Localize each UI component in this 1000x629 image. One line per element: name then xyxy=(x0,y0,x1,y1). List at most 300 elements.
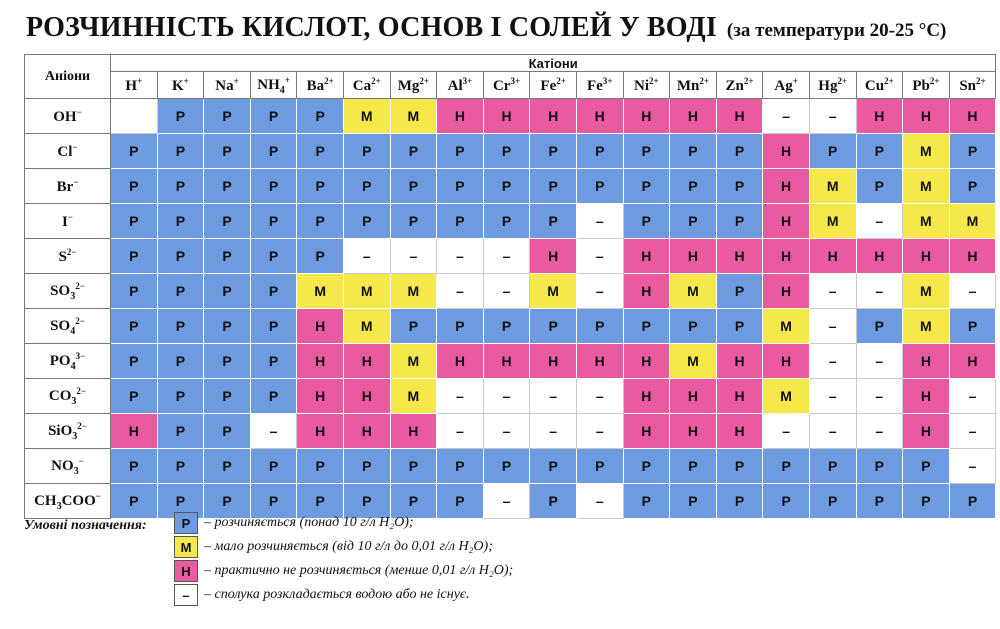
solubility-cell: Р xyxy=(297,449,344,484)
solubility-cell: Р xyxy=(157,239,204,274)
solubility-cell: Н xyxy=(903,379,950,414)
solubility-cell: Н xyxy=(576,99,623,134)
table-body xyxy=(25,99,996,519)
solubility-cell: Н xyxy=(670,99,717,134)
solubility-cell: Р xyxy=(763,449,810,484)
solubility-cell: Р xyxy=(856,484,903,519)
cation-charge: 3+ xyxy=(602,75,613,86)
anion-charge: 2− xyxy=(66,246,77,257)
solubility-cell: Н xyxy=(903,239,950,274)
solubility-cell: – xyxy=(483,239,530,274)
solubility-cell: – xyxy=(809,99,856,134)
solubility-cell: Р xyxy=(437,204,484,239)
solubility-cell: М xyxy=(390,344,437,379)
table-row xyxy=(25,414,996,449)
solubility-cell: Р xyxy=(856,134,903,169)
solubility-cell: Р xyxy=(157,344,204,379)
page-subtitle: (за температури 20-25 °С) xyxy=(726,20,947,41)
legend-item xyxy=(174,512,414,534)
solubility-cell: Р xyxy=(250,239,297,274)
solubility-cell: Р xyxy=(483,169,530,204)
cation-symbol: Al xyxy=(447,77,463,94)
cation-header-cell xyxy=(437,72,484,99)
solubility-cell: Р xyxy=(437,484,484,519)
solubility-cell: Р xyxy=(204,204,251,239)
cation-subscript: 4 xyxy=(279,84,285,96)
anion-cell xyxy=(25,449,111,484)
solubility-cell: М xyxy=(903,309,950,344)
legend-text: – практично не розчиняється (менше 0,01 г/л H₂O); xyxy=(204,563,514,578)
cation-charge: 3+ xyxy=(462,75,473,86)
solubility-cell: – xyxy=(763,99,810,134)
solubility-cell: Р xyxy=(204,274,251,309)
solubility-cell: – xyxy=(343,239,390,274)
table-row xyxy=(25,134,996,169)
solubility-cell: Н xyxy=(763,169,810,204)
solubility-cell: Н xyxy=(623,274,670,309)
solubility-cell: Р xyxy=(716,204,763,239)
solubility-cell: Р xyxy=(483,134,530,169)
solubility-cell: Р xyxy=(390,484,437,519)
solubility-cell: Р xyxy=(250,99,297,134)
anion-symbol: PO xyxy=(49,352,71,369)
anion-symbol: Br xyxy=(56,178,74,195)
cation-charge: 2+ xyxy=(884,75,894,86)
solubility-cell: Р xyxy=(949,309,996,344)
solubility-cell: – xyxy=(483,414,530,449)
solubility-cell: Н xyxy=(623,414,670,449)
legend-text: – сполука розкладається водою або не існує. xyxy=(204,587,470,602)
solubility-cell: Р xyxy=(716,449,763,484)
solubility-cell: Р xyxy=(809,449,856,484)
solubility-cell: Р xyxy=(111,169,158,204)
cation-symbol: Fe xyxy=(587,77,603,94)
solubility-cell: Р xyxy=(157,449,204,484)
anion-cell xyxy=(25,344,111,379)
legend-item xyxy=(174,584,470,606)
solubility-cell: Р xyxy=(809,484,856,519)
solubility-cell: Р xyxy=(250,379,297,414)
solubility-cell: Р xyxy=(437,169,484,204)
solubility-cell: Р xyxy=(250,344,297,379)
solubility-cell: – xyxy=(576,274,623,309)
solubility-cell: Н xyxy=(297,309,344,344)
solubility-cell: Р xyxy=(297,134,344,169)
solubility-cell: М xyxy=(530,274,577,309)
solubility-cell: Р xyxy=(716,274,763,309)
solubility-cell: Р xyxy=(343,204,390,239)
legend-swatch: Р xyxy=(174,512,198,534)
table-row xyxy=(25,169,996,204)
anion-charge: 3− xyxy=(75,350,86,361)
cation-charge: 2+ xyxy=(743,75,754,86)
solubility-cell: Н xyxy=(343,379,390,414)
cation-header-cell xyxy=(716,72,763,99)
solubility-cell: М xyxy=(903,274,950,309)
anion-symbol: SO xyxy=(50,317,71,334)
table-row xyxy=(25,449,996,484)
anion-cell xyxy=(25,484,111,519)
anion-symbol: OH xyxy=(53,108,77,125)
solubility-cell: Н xyxy=(670,379,717,414)
solubility-cell: Н xyxy=(716,344,763,379)
solubility-cell: Р xyxy=(623,449,670,484)
cation-header-cell xyxy=(343,72,390,99)
solubility-cell: М xyxy=(390,379,437,414)
solubility-cell: Р xyxy=(204,99,251,134)
solubility-cell: Р xyxy=(949,169,996,204)
cation-header-cell xyxy=(623,72,670,99)
anion-cell xyxy=(25,204,111,239)
anion-subscript: 3 xyxy=(73,465,79,477)
solubility-cell: Н xyxy=(949,99,996,134)
anion-charge: − xyxy=(78,455,84,466)
anion-charge: − xyxy=(73,176,79,187)
solubility-cell: Р xyxy=(670,309,717,344)
cation-header-cell xyxy=(856,72,903,99)
anion-subscript: 4 xyxy=(70,325,76,337)
cation-header-cell xyxy=(297,72,344,99)
anion-symbol: SiO xyxy=(48,422,73,439)
anion-subscript: 4 xyxy=(70,360,76,372)
solubility-cell: Р xyxy=(343,449,390,484)
legend-item xyxy=(174,560,513,582)
cation-charge: 2+ xyxy=(699,75,709,86)
solubility-cell: Р xyxy=(437,134,484,169)
solubility-cell: Р xyxy=(903,449,950,484)
solubility-cell: Р xyxy=(204,414,251,449)
legend-swatch: Н xyxy=(174,560,198,582)
solubility-cell: Р xyxy=(390,134,437,169)
solubility-cell: Р xyxy=(250,134,297,169)
solubility-cell: – xyxy=(390,239,437,274)
solubility-cell: – xyxy=(949,449,996,484)
solubility-cell: Н xyxy=(576,344,623,379)
solubility-cell: Р xyxy=(204,379,251,414)
cation-symbol: Sn xyxy=(959,77,976,94)
solubility-cell: Р xyxy=(111,484,158,519)
solubility-cell: – xyxy=(437,274,484,309)
page-title: РОЗЧИННІСТЬ КИСЛОТ, ОСНОВ І СОЛЕЙ У ВОДІ xyxy=(26,12,717,43)
cation-charge: + xyxy=(233,75,239,86)
anion-charge: 2− xyxy=(75,315,85,326)
table-row xyxy=(25,309,996,344)
legend-text: – розчиняється (понад 10 г/л H₂O); xyxy=(204,515,414,530)
table-row xyxy=(25,274,996,309)
table-row xyxy=(25,484,996,519)
anion-symbol: CH xyxy=(34,492,57,509)
solubility-table xyxy=(24,54,996,519)
table-row xyxy=(25,204,996,239)
solubility-cell: Н xyxy=(297,414,344,449)
solubility-cell: Н xyxy=(670,414,717,449)
solubility-cell: Н xyxy=(856,99,903,134)
solubility-cell: – xyxy=(949,274,996,309)
cation-symbol: H xyxy=(125,77,138,94)
cation-charge: 2+ xyxy=(976,75,986,86)
anion-cell xyxy=(25,274,111,309)
anion-charge: − xyxy=(76,106,82,117)
solubility-cell: Р xyxy=(157,484,204,519)
solubility-cell: Н xyxy=(949,239,996,274)
solubility-cell: – xyxy=(576,379,623,414)
solubility-cell: Н xyxy=(763,239,810,274)
cation-charge: 2+ xyxy=(556,75,566,86)
solubility-cell: Р xyxy=(483,449,530,484)
solubility-cell: Н xyxy=(483,344,530,379)
legend-swatch: М xyxy=(174,536,198,558)
solubility-cell: Р xyxy=(250,169,297,204)
solubility-cell: Н xyxy=(623,379,670,414)
solubility-cell: Р xyxy=(623,134,670,169)
solubility-cell: Р xyxy=(530,169,577,204)
solubility-cell: Р xyxy=(343,169,390,204)
cation-header-cell xyxy=(903,72,950,99)
solubility-cell: Р xyxy=(343,134,390,169)
solubility-cell: Р xyxy=(204,239,251,274)
solubility-cell: Р xyxy=(297,239,344,274)
solubility-table-wrap xyxy=(24,54,996,519)
solubility-cell: Р xyxy=(390,449,437,484)
solubility-cell: Р xyxy=(530,449,577,484)
solubility-cell: Р xyxy=(111,204,158,239)
solubility-cell: Р xyxy=(530,204,577,239)
solubility-cell: Р xyxy=(716,169,763,204)
solubility-cell: Н xyxy=(297,379,344,414)
solubility-cell: М xyxy=(390,274,437,309)
anion-symbol: SO xyxy=(50,282,71,299)
cation-header-cell xyxy=(809,72,856,99)
solubility-cell: Р xyxy=(157,414,204,449)
solubility-cell: Р xyxy=(204,309,251,344)
solubility-cell: Н xyxy=(530,239,577,274)
solubility-cell: Н xyxy=(763,274,810,309)
solubility-cell: Н xyxy=(763,134,810,169)
cation-header-row xyxy=(25,72,996,99)
anion-symbol: I xyxy=(62,213,68,230)
cation-header-cell xyxy=(204,72,251,99)
solubility-cell: Р xyxy=(111,239,158,274)
solubility-cell: Р xyxy=(204,449,251,484)
solubility-cell: Р xyxy=(809,134,856,169)
solubility-cell: Р xyxy=(297,99,344,134)
solubility-cell: – xyxy=(856,379,903,414)
solubility-cell: Н xyxy=(530,99,577,134)
solubility-cell: Р xyxy=(623,484,670,519)
solubility-cell: – xyxy=(576,239,623,274)
cation-symbol: Mn xyxy=(676,77,700,94)
anion-tail: COO xyxy=(61,492,96,509)
cation-charge: 2+ xyxy=(419,75,430,86)
solubility-cell: Р xyxy=(903,484,950,519)
solubility-cell: Н xyxy=(856,239,903,274)
solubility-cell: М xyxy=(809,169,856,204)
cation-symbol: NH xyxy=(257,76,280,93)
solubility-cell: Н xyxy=(623,344,670,379)
solubility-cell: – xyxy=(763,414,810,449)
solubility-cell: – xyxy=(949,379,996,414)
solubility-cell: Р xyxy=(437,309,484,344)
solubility-cell: Р xyxy=(576,169,623,204)
solubility-cell: Р xyxy=(250,309,297,344)
solubility-cell: Н xyxy=(297,344,344,379)
solubility-cell: Р xyxy=(670,484,717,519)
solubility-cell: М xyxy=(343,309,390,344)
solubility-cell: Н xyxy=(763,344,810,379)
solubility-cell: Н xyxy=(716,414,763,449)
anion-symbol: Cl xyxy=(57,143,73,160)
anion-symbol: CO xyxy=(48,387,72,404)
cation-symbol: Ag xyxy=(774,77,793,94)
legend-item xyxy=(174,536,493,558)
solubility-cell: – xyxy=(809,414,856,449)
solubility-cell: Р xyxy=(250,204,297,239)
anion-charge: 2− xyxy=(76,385,87,396)
solubility-cell: Н xyxy=(437,99,484,134)
cation-header-cell xyxy=(111,72,158,99)
anion-subscript: 3 xyxy=(56,500,62,512)
solubility-cell: Р xyxy=(390,309,437,344)
anion-cell xyxy=(25,414,111,449)
solubility-cell: М xyxy=(949,204,996,239)
solubility-cell: Р xyxy=(157,309,204,344)
solubility-cell: М xyxy=(903,134,950,169)
solubility-cell: – xyxy=(576,414,623,449)
solubility-cell: Р xyxy=(716,484,763,519)
solubility-cell: Н xyxy=(903,344,950,379)
anion-charge: 2− xyxy=(75,280,85,291)
cation-header-cell xyxy=(763,72,810,99)
table-row xyxy=(25,99,996,134)
cation-header-cell xyxy=(250,72,297,99)
solubility-cell: Р xyxy=(297,204,344,239)
solubility-cell: – xyxy=(809,274,856,309)
solubility-cell: Р xyxy=(390,204,437,239)
cation-symbol: Fe xyxy=(540,77,557,94)
title-row xyxy=(26,12,986,52)
solubility-cell: Р xyxy=(157,169,204,204)
cation-header-cell xyxy=(530,72,577,99)
cation-header-cell xyxy=(949,72,996,99)
solubility-cell xyxy=(111,99,158,134)
solubility-cell: Р xyxy=(530,309,577,344)
solubility-cell: Р xyxy=(157,99,204,134)
anion-subscript: 3 xyxy=(71,395,77,407)
solubility-cell: Р xyxy=(111,274,158,309)
solubility-cell: Р xyxy=(204,134,251,169)
solubility-cell: Р xyxy=(204,344,251,379)
solubility-cell: Н xyxy=(343,414,390,449)
solubility-cell: Р xyxy=(111,309,158,344)
solubility-cell: Н xyxy=(716,379,763,414)
solubility-cell: Н xyxy=(763,204,810,239)
anion-subscript: 3 xyxy=(70,290,76,302)
cation-charge: 2+ xyxy=(837,75,848,86)
solubility-cell: Н xyxy=(623,239,670,274)
cation-charge: + xyxy=(137,75,143,86)
anion-cell xyxy=(25,309,111,344)
solubility-cell: М xyxy=(903,204,950,239)
solubility-cell: Р xyxy=(111,344,158,379)
solubility-cell: Р xyxy=(483,204,530,239)
solubility-cell: – xyxy=(250,414,297,449)
solubility-cell: Р xyxy=(390,169,437,204)
solubility-cell: Н xyxy=(903,414,950,449)
anion-tail-charge: − xyxy=(95,490,101,501)
cation-charge: 2+ xyxy=(649,75,659,86)
solubility-cell: Р xyxy=(623,204,670,239)
legend-swatch: – xyxy=(174,584,198,606)
solubility-cell: Р xyxy=(111,379,158,414)
solubility-cell: – xyxy=(809,344,856,379)
solubility-cell: М xyxy=(390,99,437,134)
solubility-cell: М xyxy=(809,204,856,239)
solubility-cell: – xyxy=(483,484,530,519)
solubility-cell: Р xyxy=(157,204,204,239)
cation-header-cell xyxy=(390,72,437,99)
cation-charge: + xyxy=(792,75,798,86)
cation-symbol: Ni xyxy=(634,77,649,94)
cation-symbol: Na xyxy=(215,77,234,94)
cation-charge: 2+ xyxy=(929,75,940,86)
solubility-cell: – xyxy=(809,309,856,344)
anion-cell xyxy=(25,169,111,204)
solubility-cell: – xyxy=(949,414,996,449)
solubility-cell: Р xyxy=(437,449,484,484)
cation-symbol: Mg xyxy=(397,77,420,94)
solubility-cell: Н xyxy=(903,99,950,134)
solubility-cell: Р xyxy=(297,169,344,204)
solubility-cell: Р xyxy=(576,309,623,344)
cation-header-cell xyxy=(576,72,623,99)
solubility-cell: Р xyxy=(716,309,763,344)
solubility-cell: Р xyxy=(111,134,158,169)
solubility-cell: Р xyxy=(157,274,204,309)
solubility-cell: Р xyxy=(111,449,158,484)
solubility-cell: Н xyxy=(437,344,484,379)
solubility-cell: – xyxy=(483,274,530,309)
anions-header: Аніони xyxy=(25,55,111,99)
solubility-cell: Р xyxy=(716,134,763,169)
solubility-cell: Н xyxy=(390,414,437,449)
solubility-cell: Н xyxy=(670,239,717,274)
solubility-cell: – xyxy=(576,484,623,519)
cation-symbol: Ca xyxy=(352,77,372,94)
solubility-cell: Р xyxy=(530,134,577,169)
anion-cell xyxy=(25,99,111,134)
solubility-cell: Р xyxy=(530,484,577,519)
solubility-cell: Н xyxy=(111,414,158,449)
solubility-cell: – xyxy=(530,379,577,414)
solubility-cell: – xyxy=(576,204,623,239)
legend-title: Умовні позначення: xyxy=(24,518,147,533)
cations-header: Катіони xyxy=(111,55,996,72)
solubility-cell: М xyxy=(343,99,390,134)
solubility-cell: – xyxy=(856,414,903,449)
solubility-cell: – xyxy=(530,414,577,449)
cation-symbol: Cr xyxy=(492,77,511,94)
solubility-cell: Н xyxy=(343,344,390,379)
solubility-cell: Н xyxy=(530,344,577,379)
solubility-cell: – xyxy=(437,379,484,414)
solubility-cell: – xyxy=(856,274,903,309)
solubility-cell: Р xyxy=(856,169,903,204)
anion-cell xyxy=(25,379,111,414)
anion-charge: − xyxy=(67,211,73,222)
solubility-cell: Н xyxy=(623,99,670,134)
solubility-cell: Р xyxy=(623,169,670,204)
solubility-cell: Р xyxy=(250,274,297,309)
